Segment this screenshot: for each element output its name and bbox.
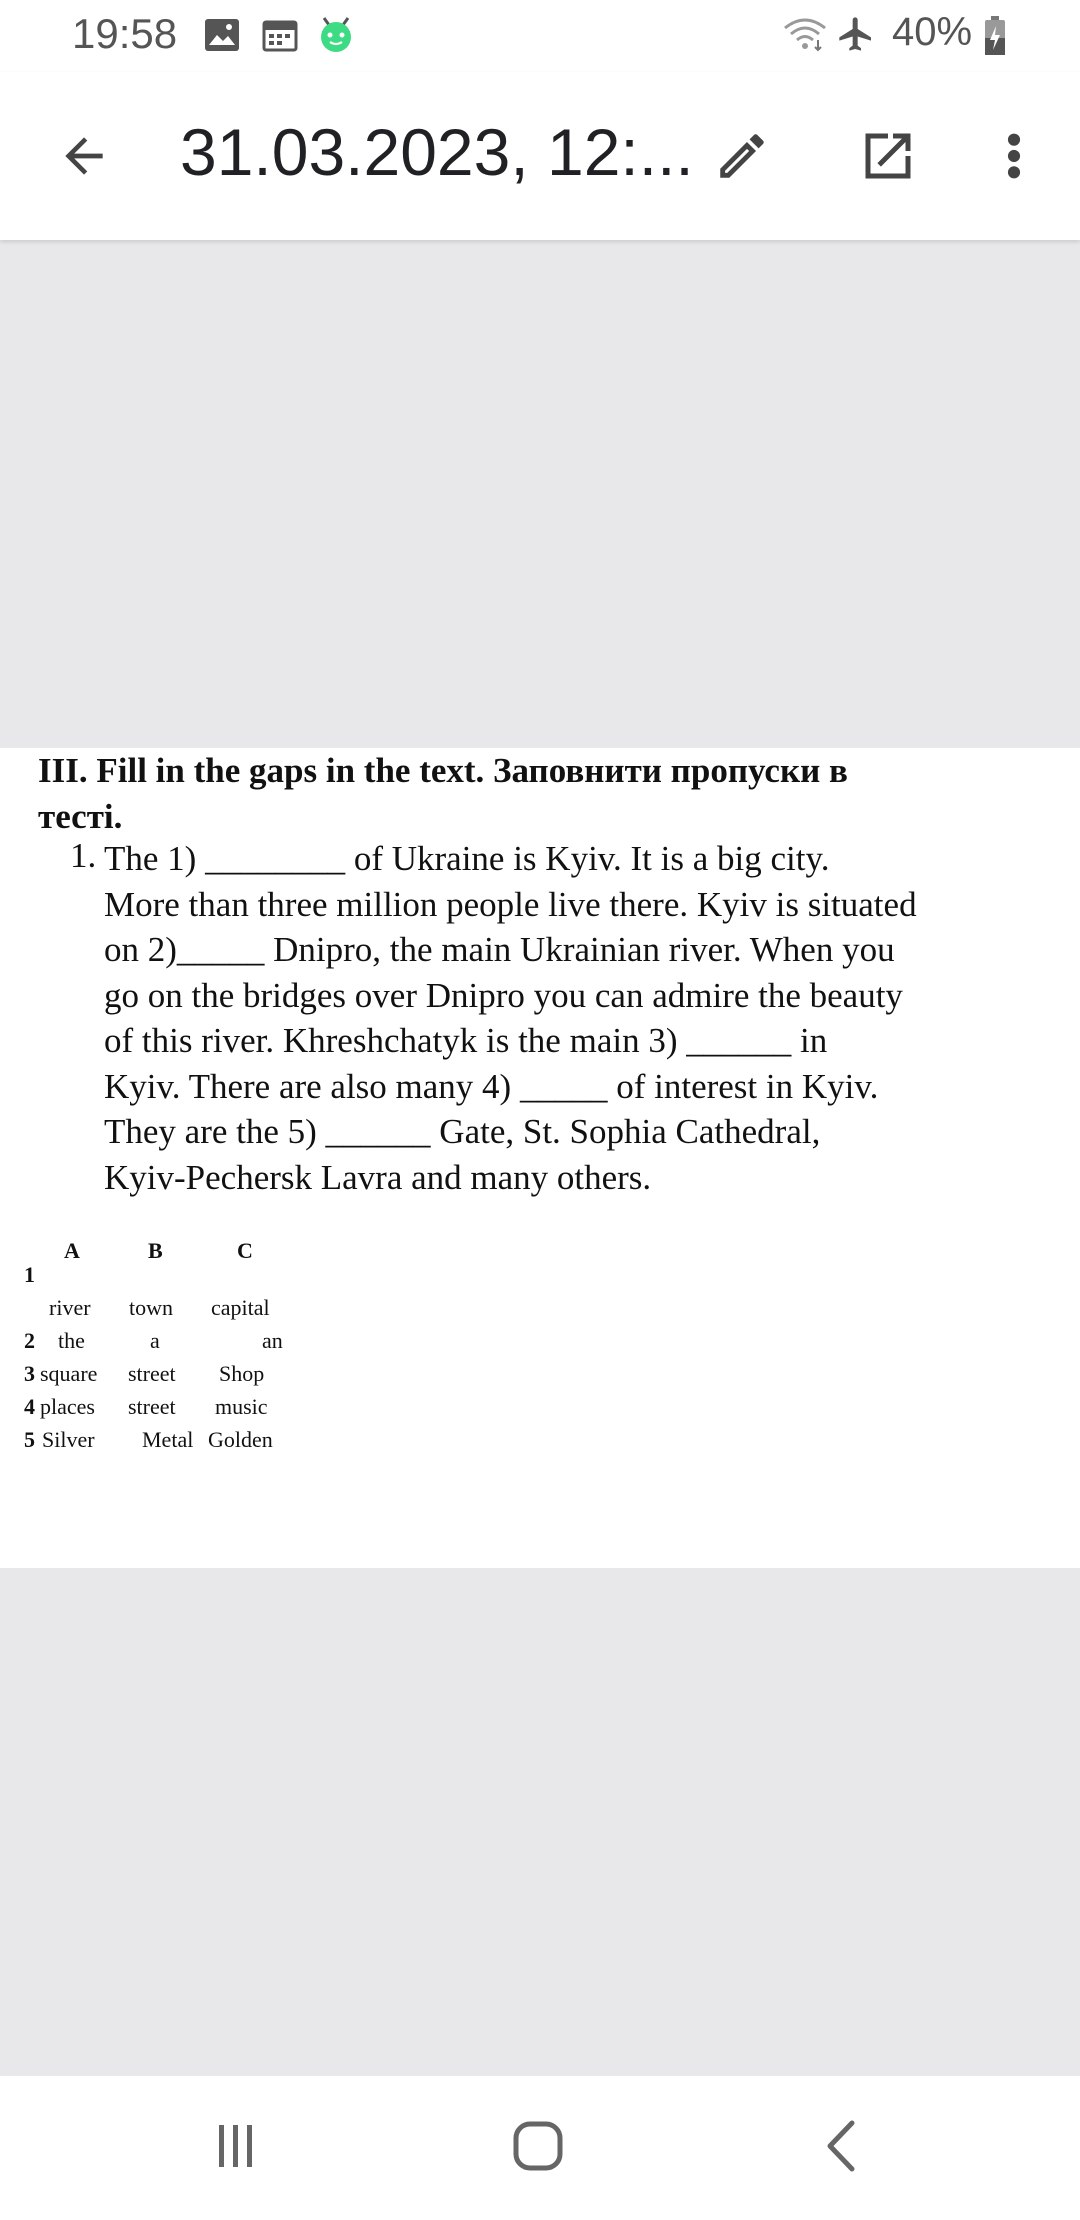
back-arrow-icon bbox=[56, 128, 112, 189]
row-number: 2 bbox=[24, 1328, 35, 1353]
task-heading-line: III. Fill in the gaps in the text. Заповнити пропуски в bbox=[38, 751, 848, 790]
row-number: 5 bbox=[24, 1427, 35, 1452]
wifi-icon bbox=[782, 16, 828, 57]
option-cell: street bbox=[128, 1361, 176, 1386]
text-line: They are the 5) ______ Gate, St. Sophia Cathedral, bbox=[104, 1112, 821, 1151]
open-external-button[interactable] bbox=[848, 118, 928, 198]
home-button[interactable] bbox=[498, 2112, 578, 2184]
gap-fill-paragraph bbox=[104, 836, 1004, 1200]
text-line: The 1) ________ of Ukraine is Kyiv. It is a big city. bbox=[104, 839, 830, 878]
text-line: go on the bridges over Dnipro you can admire the beauty bbox=[104, 975, 903, 1015]
status-bar bbox=[0, 0, 1080, 72]
option-cell: music bbox=[215, 1394, 268, 1419]
item-number: 1. bbox=[70, 836, 97, 875]
option-cell: a bbox=[150, 1328, 160, 1353]
android-icon bbox=[316, 14, 356, 59]
column-header: A bbox=[64, 1238, 80, 1263]
text-line: on 2)_____ Dnipro, the main Ukrainian river. When you bbox=[104, 930, 895, 969]
battery-percent: 40% bbox=[892, 10, 973, 54]
column-header: C bbox=[237, 1238, 253, 1263]
airplane-icon bbox=[836, 14, 876, 59]
system-nav-bar bbox=[0, 2076, 1080, 2220]
edit-pencil-icon bbox=[713, 127, 771, 190]
battery-charging-icon bbox=[984, 16, 1006, 61]
nav-back-button[interactable] bbox=[800, 2112, 880, 2184]
more-options-button[interactable] bbox=[974, 118, 1054, 198]
text-line: Kyiv-Pechersk Lavra and many others. bbox=[104, 1157, 652, 1197]
option-cell: street bbox=[128, 1394, 176, 1419]
option-cell: square bbox=[40, 1361, 98, 1386]
page-title: 31.03.2023, 12:... bbox=[180, 115, 694, 189]
row-number: 1 bbox=[24, 1262, 35, 1287]
task-heading bbox=[38, 748, 1048, 840]
option-cell: an bbox=[262, 1328, 283, 1353]
row-number: 3 bbox=[24, 1361, 35, 1386]
calendar-icon bbox=[262, 18, 298, 57]
option-cell: river bbox=[49, 1295, 91, 1320]
recent-apps-button[interactable] bbox=[196, 2112, 276, 2184]
back-button[interactable] bbox=[44, 118, 124, 198]
option-cell: Golden bbox=[208, 1427, 273, 1452]
text-line: of this river. Khreshchatyk is the main 3) ______ in bbox=[104, 1021, 828, 1060]
open-external-icon bbox=[858, 126, 918, 191]
option-cell: Metal bbox=[142, 1427, 194, 1452]
gallery-icon bbox=[204, 18, 240, 57]
nav-back-icon bbox=[820, 2119, 860, 2178]
option-cell: Silver bbox=[42, 1427, 95, 1452]
recent-apps-icon bbox=[211, 2121, 261, 2176]
row-number: 4 bbox=[24, 1394, 35, 1419]
more-vert-icon bbox=[1002, 128, 1026, 189]
task-heading-line: тесті. bbox=[38, 797, 123, 836]
home-icon bbox=[511, 2119, 565, 2178]
option-cell: the bbox=[58, 1328, 85, 1353]
status-time: 19:58 bbox=[72, 10, 178, 57]
option-cell: town bbox=[129, 1295, 173, 1320]
app-bar bbox=[0, 72, 1080, 240]
column-header: B bbox=[148, 1238, 163, 1263]
text-line: More than three million people live there. Kyiv is situated bbox=[104, 884, 917, 924]
option-cell: Shop bbox=[219, 1361, 265, 1386]
edit-button[interactable] bbox=[702, 118, 782, 198]
document-page bbox=[0, 748, 1080, 1568]
option-cell: places bbox=[40, 1394, 95, 1419]
option-cell: capital bbox=[211, 1295, 270, 1320]
text-line: Kyiv. There are also many 4) _____ of interest in Kyiv. bbox=[104, 1066, 879, 1106]
